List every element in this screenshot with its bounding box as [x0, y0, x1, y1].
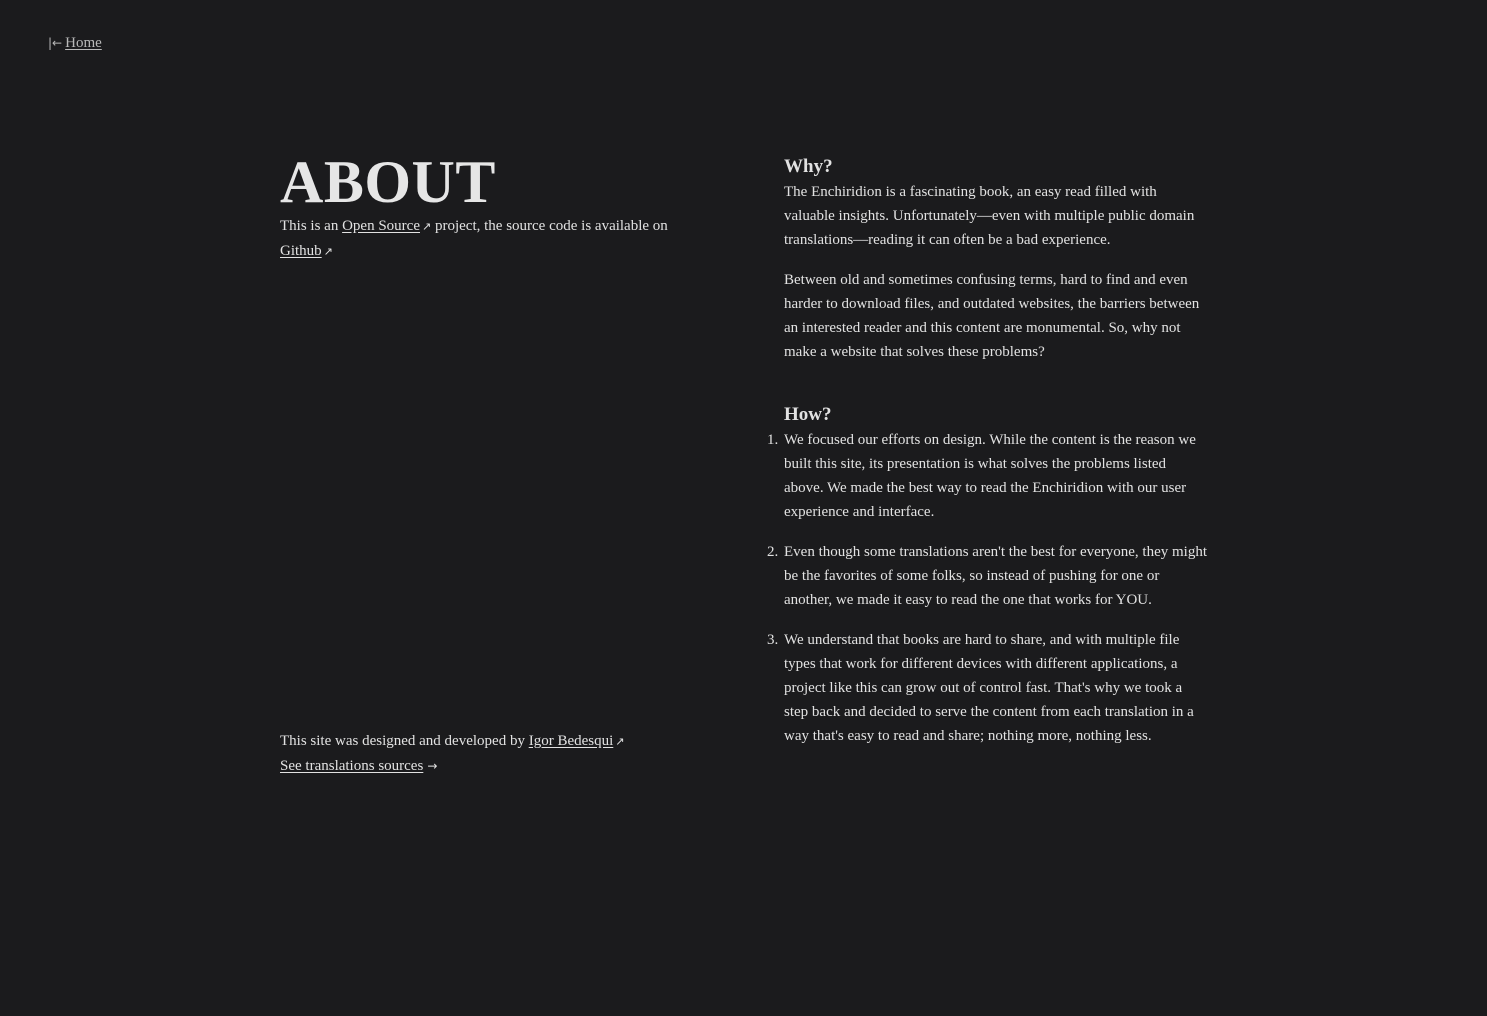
arrow-right-icon: →	[427, 759, 438, 773]
page-title: ABOUT	[280, 149, 496, 215]
why-heading: Why?	[784, 156, 833, 177]
how-heading: How?	[784, 404, 832, 425]
how-list	[767, 428, 1209, 748]
list-number: 3.	[767, 632, 779, 648]
external-link-icon: ↗	[422, 220, 432, 233]
list-item-text: Even though some translations aren't the best for everyone, they might be the favorites of some folks, so instead of pushing for one or another, we made it easy to read the one that works for YOU.	[784, 544, 1208, 608]
home-link[interactable]: Home	[65, 35, 102, 51]
author-link[interactable]: Igor Bedesqui	[528, 733, 614, 749]
about-intro	[280, 214, 710, 264]
content-column	[767, 154, 1209, 764]
back-arrow-icon: |←	[48, 36, 63, 50]
translations-sources-link[interactable]: See translations sources	[280, 758, 424, 774]
intro-prefix: This is an	[280, 218, 339, 234]
about-column	[280, 150, 710, 264]
list-number: 2.	[767, 544, 779, 560]
open-source-link[interactable]: Open Source	[342, 218, 420, 234]
credits	[280, 729, 625, 778]
intro-middle: project, the source code is available on	[434, 218, 668, 234]
external-link-icon: ↗	[615, 735, 625, 748]
designed-prefix: This site was designed and developed by	[280, 733, 525, 749]
external-link-icon: ↗	[323, 245, 333, 258]
list-item-text: We focused our efforts on design. While the content is the reason we built this site, its presentation is what solves the problems listed above. We made the best way to read the Enchiridion with our user experience and interface.	[784, 432, 1196, 520]
list-item	[767, 540, 1209, 612]
github-link[interactable]: Github	[280, 243, 322, 259]
home-nav	[48, 35, 102, 52]
list-number: 1.	[767, 432, 779, 448]
list-item	[767, 428, 1209, 524]
list-item-text: We understand that books are hard to share, and with multiple file types that work for different devices with different applications, a project like this can grow out of control fast. That's why we took a step back and decided to serve the content from each translation in a way that's easy to read and share; nothing more, nothing less.	[784, 632, 1194, 744]
why-paragraph-2: Between old and sometimes confusing terms, hard to find and even harder to download files, and outdated websites, the barriers between an interested reader and this content are monumental. So, why not make a website that solves these problems?	[784, 272, 1200, 360]
why-paragraph-1: The Enchiridion is a fascinating book, an easy read filled with valuable insights. Unfortunately—even with multiple public domain translations—reading it can often be a bad experience.	[784, 184, 1195, 248]
designed-by-line	[280, 729, 625, 754]
list-item	[767, 628, 1209, 748]
translations-line	[280, 754, 625, 778]
